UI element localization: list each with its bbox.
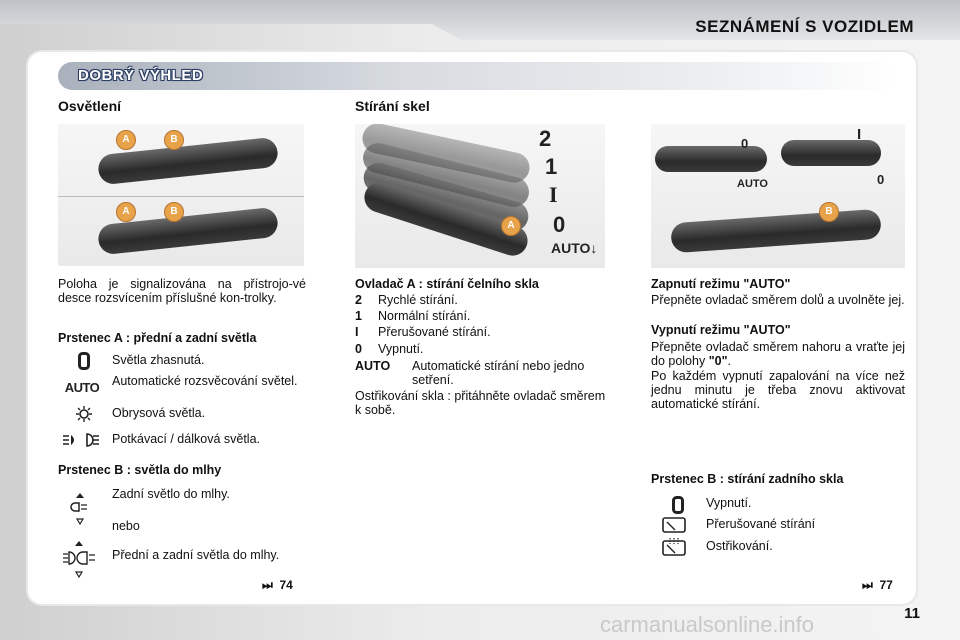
auto-label-0: 0: [741, 136, 749, 151]
badge-a-lower: A: [116, 202, 136, 222]
page-reference-wipers[interactable]: [862, 578, 893, 593]
rear-fog-icon: [62, 492, 98, 526]
headlight-icon: [60, 429, 102, 451]
page-number: 11: [904, 605, 920, 622]
control-a-label: Přerušované stírání.: [378, 325, 491, 339]
wiper-stalk-illustration: [355, 124, 605, 268]
watermark: carmanualsonline.info: [600, 612, 815, 637]
ring-a-item-label: Potkávací / dálková světla.: [112, 432, 260, 446]
auto-label-auto: AUTO: [737, 178, 768, 190]
wiper-label-0: 0: [553, 212, 566, 237]
control-a-label: Vypnutí.: [378, 342, 424, 356]
page-header-title: SEZNÁMENÍ S VOZIDLEM: [695, 17, 914, 36]
ring-b-title: Prstenec B : světla do mlhy: [58, 463, 222, 477]
badge-a-wiper: A: [501, 216, 521, 236]
stalk-auto-on: [655, 146, 767, 172]
auto-off-title: Vypnutí režimu "AUTO": [651, 323, 791, 337]
zero-icon: [66, 350, 102, 372]
sidelight-icon: [66, 403, 102, 425]
ring-b-item-or: nebo: [112, 519, 140, 533]
control-a-label: Normální stírání.: [378, 309, 471, 323]
lighting-stalk-illustration: [58, 124, 304, 266]
washer-note: Ostřikování skla : přitáhněte ovladač směrem k sobě.: [355, 389, 606, 417]
page-ref-number: 77: [879, 578, 893, 592]
control-a-title: Ovladač A : stírání čelního skla: [355, 277, 539, 291]
ring-a-item-label: Světla zhasnutá.: [112, 353, 205, 367]
page-ref-arrow-icon: ⏭: [862, 578, 873, 592]
wiper-label-i: I: [549, 182, 558, 207]
auto-off-text: Přepněte ovladač směrem nahoru a vraťte jej do polohy "0".: [651, 340, 905, 368]
ring-a-item-label: Automatické rozsvěcování světel.: [112, 374, 298, 388]
control-a-key: 0: [355, 342, 362, 356]
section-title: DOBRÝ VÝHLED: [78, 67, 204, 84]
wiper-label-auto: AUTO↓: [551, 240, 598, 256]
badge-b-lower: B: [164, 202, 184, 222]
ring-a-title: Prstenec A : přední a zadní světla: [58, 331, 257, 345]
wipers-heading: Stírání skel: [355, 98, 430, 114]
stalk-auto-off: [781, 140, 881, 166]
rear-wiper-item-label: Přerušované stírání: [706, 517, 816, 531]
auto-on-title: Zapnutí režimu "AUTO": [651, 277, 791, 291]
auto-extra-text: Po každém vypnutí zapalování na více než jednu minutu je třeba znovu aktivovat automatické stírání.: [651, 369, 905, 411]
control-a-label: Rychlé stírání.: [378, 293, 458, 307]
lighting-heading: Osvětlení: [58, 98, 122, 114]
stalk-rear-wiper: [670, 209, 882, 254]
page-ref-number: 74: [279, 578, 293, 592]
auto-icon: AUTO: [64, 379, 100, 395]
wiper-label-1: 1: [545, 154, 558, 179]
rear-wiper-item-label: Vypnutí.: [706, 496, 752, 510]
ring-b-item-label: Zadní světlo do mlhy.: [112, 487, 230, 501]
control-a-key: 1: [355, 309, 362, 323]
control-a-key: 2: [355, 293, 362, 307]
badge-b-wiper: B: [819, 202, 839, 222]
front-rear-fog-icon: [58, 540, 100, 580]
control-a-key: AUTO: [355, 359, 391, 373]
badge-a-upper: A: [116, 130, 136, 150]
auto-on-text: Přepněte ovladač směrem dolů a uvolněte jej.: [651, 293, 905, 307]
ring-b-item-label: Přední a zadní světla do mlhy.: [112, 548, 280, 562]
auto-label-i: I: [857, 126, 862, 143]
badge-b-upper: B: [164, 130, 184, 150]
control-a-key: I: [355, 325, 359, 339]
auto-mode-illustration: [651, 124, 905, 268]
wiper-label-2: 2: [539, 126, 552, 151]
page-ref-arrow-icon: ⏭: [262, 578, 273, 592]
rear-wiper-icon: [656, 514, 692, 536]
control-a-label: Automatické stírání nebo jedno setření.: [412, 359, 585, 387]
ring-a-item-label: Obrysová světla.: [112, 406, 206, 420]
rear-wiper-item-label: Ostřikování.: [706, 539, 773, 553]
auto-label-0-right: 0: [877, 172, 885, 187]
rear-wiper-title: Prstenec B : stírání zadního skla: [651, 472, 844, 486]
lighting-intro: Poloha je signalizována na přístrojo-vé desce rozsvícením příslušné kon-trolky.: [58, 277, 306, 305]
rear-washer-icon: [656, 536, 692, 558]
page-reference-lighting[interactable]: [262, 578, 293, 593]
zero-icon: [660, 494, 696, 516]
down-arrow-icon: ↓: [590, 240, 598, 256]
